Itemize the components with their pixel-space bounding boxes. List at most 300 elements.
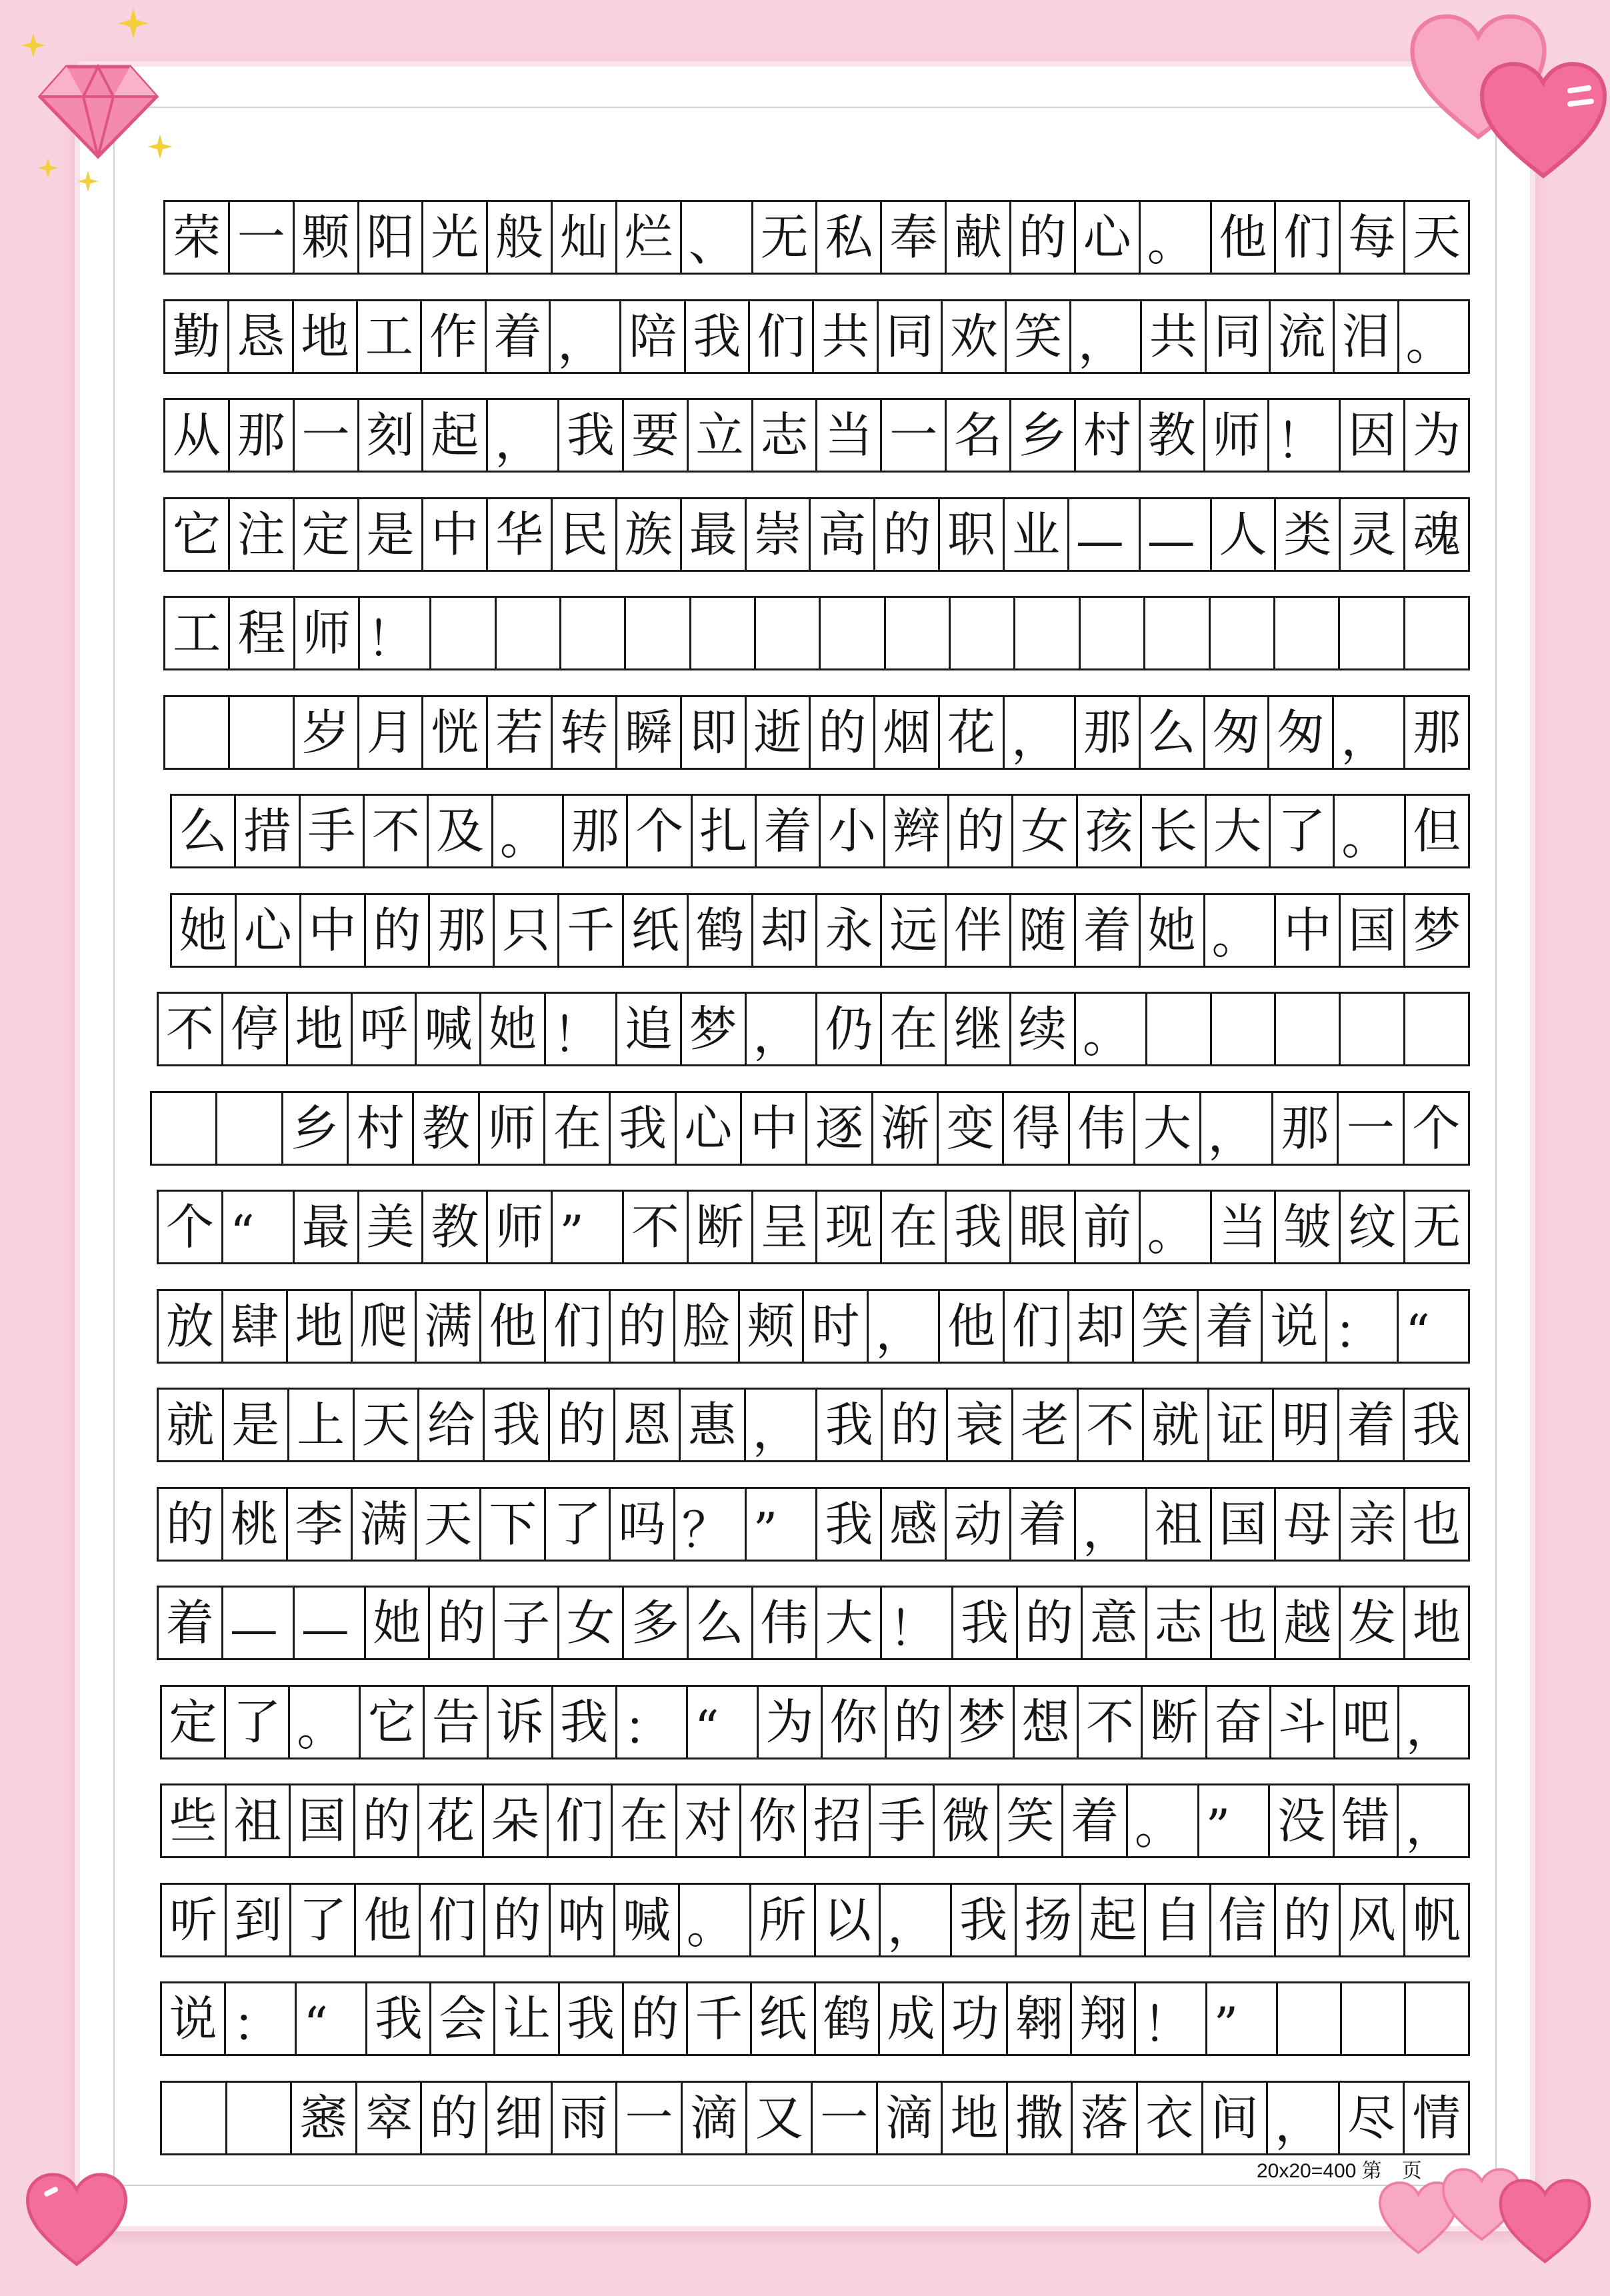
grid-cell: 就 [159, 1390, 224, 1460]
grid-cell: 般 [488, 202, 553, 273]
grid-cell: 着 [1011, 1489, 1076, 1560]
grid-cell: 我 [947, 1192, 1011, 1262]
grid-cell: 欢 [943, 301, 1007, 372]
grid-cell: 爬 [353, 1291, 417, 1362]
grid-cell: 多 [624, 1588, 689, 1658]
grid-cell: 扎 [693, 796, 757, 866]
grid-cell: 了 [546, 1489, 611, 1560]
grid-cell: “ [297, 1983, 367, 2054]
grid-cell: 起 [423, 400, 488, 471]
grid-cell: 若 [488, 697, 553, 768]
grid-cell: 瞬 [617, 697, 682, 768]
grid-cell: 在 [613, 1785, 677, 1856]
grid-cell: 荣 [165, 202, 230, 273]
grid-cell: 滴 [683, 2083, 748, 2153]
grid-cell: ” [1199, 1785, 1271, 1856]
grid-cell [227, 2083, 293, 2153]
heart-icon [1497, 2176, 1593, 2266]
grid-cell: 花 [940, 697, 1005, 768]
grid-cell: 我 [485, 1390, 550, 1460]
grid-row [163, 200, 1470, 275]
grid-cell: 。 [1405, 314, 1454, 371]
grid-cell: 李 [288, 1489, 353, 1560]
grid-cell: 自 [1146, 1885, 1211, 1955]
grid-cell: 脸 [675, 1291, 740, 1362]
grid-cell: 个 [159, 1192, 223, 1262]
grid-row [170, 794, 1470, 868]
grid-cell: 我 [553, 1687, 617, 1757]
grid-cell: 在 [545, 1093, 611, 1164]
grid-cell: 们 [546, 1291, 611, 1362]
grid-cell: 续 [1011, 994, 1076, 1064]
grid-cell: 在 [882, 994, 947, 1064]
grid-cell: 间 [1203, 2083, 1269, 2153]
grid-cell: 现 [817, 1192, 882, 1262]
grid-cell [1405, 598, 1468, 668]
grid-cell: 美 [359, 1192, 424, 1262]
grid-cell: 私 [817, 202, 882, 273]
grid-cell: 恩 [615, 1390, 681, 1460]
grid-cell: 们 [549, 1785, 613, 1856]
grid-cell: 注 [230, 499, 295, 570]
grid-cell: 错 [1335, 1785, 1399, 1856]
grid-cell [1145, 598, 1210, 668]
grid-cell: 族 [617, 499, 682, 570]
grid-cell: ， [746, 1390, 818, 1460]
grid-cell: 教 [414, 1093, 479, 1164]
grid-cell: 中 [1276, 895, 1341, 966]
grid-cell: 国 [1212, 1489, 1277, 1560]
grid-cell: 会 [431, 1983, 495, 2054]
grid-cell: 纸 [752, 1983, 816, 2054]
grid-cell: 中 [301, 895, 366, 966]
grid-cell [497, 598, 561, 668]
grid-cell: 吗 [611, 1489, 675, 1560]
grid-cell: 翔 [1072, 1983, 1136, 2054]
grid-cell: 亲 [1341, 1489, 1405, 1560]
grid-cell: 的 [624, 1983, 688, 2054]
grid-cell: 辫 [885, 796, 949, 866]
grid-cell: 时 [804, 1291, 869, 1362]
grid-cell: 那 [230, 400, 295, 471]
grid-cell [951, 598, 1015, 668]
grid-cell: 的 [1276, 1885, 1341, 1955]
grid-cell: 教 [423, 1192, 488, 1262]
grid-cell: 。 [1335, 796, 1405, 866]
grid-cell: 让 [495, 1983, 559, 2054]
grid-cell: 它 [361, 1687, 425, 1757]
grid-cell: 同 [1207, 301, 1271, 372]
grid-cell: 给 [419, 1390, 485, 1460]
grid-cell: 我 [817, 1489, 882, 1560]
grid-cell: 。 [290, 1687, 361, 1757]
grid-cell: 光 [423, 202, 488, 273]
grid-cell: ” [747, 1489, 818, 1560]
grid-cell: 一 [1339, 1093, 1404, 1164]
grid-cell: 窣 [357, 2083, 423, 2153]
grid-cell: ， [869, 1291, 940, 1362]
grid-cell: 明 [1274, 1390, 1339, 1460]
grid-cell: 逐 [807, 1093, 873, 1164]
grid-cell: 呐 [551, 1885, 615, 1955]
grid-cell: ” [1207, 1983, 1278, 2054]
grid-cell: 也 [1412, 1496, 1461, 1552]
grid-cell: 华 [488, 499, 553, 570]
grid-cell: 她 [1141, 895, 1205, 966]
grid-cell: 地 [288, 1291, 353, 1362]
grid-cell: 么 [172, 796, 236, 866]
sparkle-icon [20, 32, 47, 59]
grid-row [163, 299, 1470, 374]
sparkle-icon [117, 7, 150, 40]
grid-cell: 证 [1209, 1390, 1275, 1460]
grid-cell: 国 [1341, 895, 1405, 966]
grid-cell: 一 [813, 2083, 878, 2153]
grid-cell: 对 [677, 1785, 742, 1856]
grid-cell: 们 [1276, 202, 1341, 273]
grid-cell [1405, 994, 1468, 1064]
grid-cell: 功 [944, 1983, 1008, 2054]
grid-cell: 他 [481, 1291, 546, 1362]
grid-cell: 所 [751, 1885, 816, 1955]
grid-cell [1211, 598, 1275, 668]
grid-cell: 花 [419, 1785, 484, 1856]
grid-cell: 那 [430, 895, 495, 966]
grid-cell: 惠 [681, 1390, 746, 1460]
grid-cell [1147, 994, 1212, 1064]
grid-cell: 灵 [1341, 499, 1405, 570]
grid-cell: 那 [1412, 704, 1461, 760]
grid-cell: 大 [1135, 1093, 1201, 1164]
grid-cell [821, 598, 885, 668]
grid-cell: 想 [1015, 1687, 1079, 1757]
grid-cell: 定 [295, 499, 359, 570]
grid-cell: 滴 [878, 2083, 943, 2153]
grid-cell: 乡 [283, 1093, 349, 1164]
grid-cell: 灿 [553, 202, 617, 273]
grid-cell: 名 [947, 400, 1011, 471]
grid-cell: 孩 [1078, 796, 1142, 866]
grid-cell: 着 [1076, 895, 1141, 966]
grid-cell: 我 [686, 301, 750, 372]
diamond-gem-icon [37, 47, 160, 160]
grid-cell: 那 [564, 796, 628, 866]
grid-cell: 民 [553, 499, 617, 570]
grid-cell: 中 [742, 1093, 807, 1164]
grid-cell: ！ [360, 598, 431, 668]
grid-cell: 奉 [882, 202, 947, 273]
grid-cell: 渐 [873, 1093, 939, 1164]
grid-cell: 老 [1013, 1390, 1079, 1460]
grid-cell: 的 [1011, 202, 1076, 273]
grid-cell: 最 [295, 1192, 359, 1262]
grid-row [160, 1783, 1470, 1858]
grid-cell: 天 [355, 1390, 420, 1460]
grid-cell: 就 [1144, 1390, 1209, 1460]
grid-cell: 她 [481, 994, 546, 1064]
grid-cell: 却 [1069, 1291, 1134, 1362]
grid-cell: ： [1327, 1291, 1399, 1362]
grid-cell: 我 [1412, 1397, 1461, 1453]
grid-cell: 。 [1128, 1785, 1199, 1856]
grid-cell: 祖 [1147, 1489, 1212, 1560]
grid-cell: 阳 [359, 202, 424, 273]
grid-cell: 我 [560, 1983, 624, 2054]
grid-cell: 定 [162, 1687, 226, 1757]
grid-cell: 继 [947, 994, 1011, 1064]
grid-cell: 衰 [948, 1390, 1013, 1460]
grid-cell: 了 [1271, 796, 1335, 866]
grid-cell: 个 [1412, 1100, 1461, 1156]
grid-cell: 一 [295, 400, 359, 471]
grid-cell: 立 [689, 400, 753, 471]
grid-cell: 雨 [553, 2083, 618, 2153]
grid-cell: 么 [1141, 697, 1205, 768]
grid-cell: 微 [935, 1785, 999, 1856]
grid-cell: 不 [1079, 1687, 1143, 1757]
grid-cell: 的 [485, 1885, 550, 1955]
grid-cell: 朵 [484, 1785, 549, 1856]
grid-cell: 那 [1076, 697, 1141, 768]
grid-cell: 刻 [359, 400, 424, 471]
grid-cell: 发 [1341, 1588, 1405, 1658]
grid-cell [1015, 598, 1080, 668]
grid-cell: 恍 [423, 697, 488, 768]
grid-cell: 肆 [223, 1291, 288, 1362]
grid-cell [756, 598, 821, 668]
grid-cell: 师 [480, 1093, 545, 1164]
grid-cell: 程 [230, 598, 295, 668]
grid-cell: 了 [291, 1885, 356, 1955]
grid-cell: 的 [422, 2083, 487, 2153]
grid-cell: 、 [682, 202, 753, 273]
grid-cell: 一 [617, 2083, 683, 2153]
grid-row [157, 1388, 1470, 1462]
grid-row [160, 1883, 1470, 1957]
grid-cell: 颊 [740, 1291, 805, 1362]
grid-cell: 月 [359, 697, 424, 768]
grid-cell: 伟 [753, 1588, 818, 1658]
grid-cell: 的 [887, 1687, 951, 1757]
grid-cell: 是 [359, 499, 424, 570]
grid-cell: ， [747, 994, 818, 1064]
grid-cell: 高 [811, 499, 875, 570]
grid-cell: 永 [817, 895, 882, 966]
grid-cell: 心 [1076, 202, 1141, 273]
page-footer: 20x20=400 第 页 [1257, 2160, 1422, 2182]
grid-cell: 感 [882, 1489, 947, 1560]
grid-cell: 说 [1263, 1291, 1327, 1362]
grid-cell: 因 [1341, 400, 1405, 471]
grid-cell: 撒 [1008, 2083, 1073, 2153]
grid-cell: 落 [1073, 2083, 1138, 2153]
grid-cell: 类 [1276, 499, 1341, 570]
grid-row [163, 497, 1470, 572]
grid-cell: 共 [1142, 301, 1206, 372]
grid-cell: 志 [753, 400, 818, 471]
grid-cell: 停 [223, 994, 288, 1064]
grid-cell: 的 [355, 1785, 420, 1856]
grid-cell: 着 [159, 1588, 223, 1658]
grid-cell: 的 [430, 1588, 495, 1658]
grid-cell: 招 [806, 1785, 871, 1856]
grid-cell: 起 [1081, 1885, 1146, 1955]
grid-cell: 师 [295, 598, 360, 668]
grid-cell: 变 [939, 1093, 1004, 1164]
grid-cell: 远 [882, 895, 947, 966]
grid-cell: ， [551, 301, 621, 372]
grid-cell: 动 [947, 1489, 1011, 1560]
grid-cell: ， [1076, 1489, 1147, 1560]
grid-cell: 梦 [951, 1687, 1015, 1757]
grid-cell: 你 [741, 1785, 806, 1856]
grid-cell: — [295, 1588, 366, 1658]
grid-cell: 的 [550, 1390, 615, 1460]
grid-cell: 。 [1205, 895, 1277, 966]
grid-cell: ， [1071, 301, 1142, 372]
grid-cell: 泪 [1335, 301, 1399, 372]
grid-cell: 大 [1207, 796, 1271, 866]
grid-cell: 共 [814, 301, 878, 372]
grid-cell: 上 [289, 1390, 355, 1460]
grid-cell: — [223, 1588, 295, 1658]
grid-cell [1275, 598, 1340, 668]
grid-cell: 地 [943, 2083, 1008, 2153]
grid-cell [561, 598, 626, 668]
grid-cell: 勤 [165, 301, 229, 372]
grid-cell: 志 [1147, 1588, 1212, 1658]
grid-cell [626, 598, 691, 668]
grid-cell: 千 [559, 895, 624, 966]
grid-cell: 同 [879, 301, 943, 372]
grid-cell: 着 [1063, 1785, 1128, 1856]
grid-row [163, 596, 1470, 670]
grid-cell: 了 [226, 1687, 290, 1757]
grid-cell: 着 [487, 301, 551, 372]
grid-cell: 帆 [1412, 1891, 1461, 1948]
grid-cell: 只 [495, 895, 559, 966]
grid-cell [1276, 994, 1341, 1064]
grid-cell: 手 [871, 1785, 935, 1856]
grid-cell: ， [1201, 1093, 1273, 1164]
grid-cell: 的 [811, 697, 875, 768]
grid-cell: 从 [165, 400, 230, 471]
grid-cell: 喊 [615, 1885, 680, 1955]
grid-cell: 们 [1005, 1291, 1069, 1362]
grid-cell: ： [226, 1983, 297, 2054]
grid-cell: 陪 [621, 301, 685, 372]
grid-row [157, 1190, 1470, 1264]
grid-cell: 一 [230, 202, 295, 273]
grid-cell [1342, 1983, 1406, 2054]
grid-cell: 笑 [1134, 1291, 1199, 1362]
grid-row [160, 1685, 1470, 1759]
grid-cell: ， [1405, 1799, 1454, 1855]
grid-cell [230, 697, 295, 768]
grid-cell: 转 [553, 697, 617, 768]
grid-cell [165, 697, 230, 768]
grid-cell: 诉 [489, 1687, 553, 1757]
grid-cell: 的 [883, 1390, 948, 1460]
grid-cell: 斗 [1271, 1687, 1335, 1757]
grid-cell: 得 [1004, 1093, 1069, 1164]
grid-cell: 的 [1018, 1588, 1083, 1658]
grid-cell: 当 [1212, 1192, 1277, 1262]
grid-cell: 不 [624, 1192, 689, 1262]
grid-cell: 逝 [747, 697, 811, 768]
grid-cell: 的 [366, 895, 431, 966]
grid-cell: 情 [1412, 2089, 1461, 2146]
grid-cell: 作 [422, 301, 486, 372]
grid-row [160, 1981, 1470, 2056]
grid-cell: 随 [1011, 895, 1076, 966]
grid-row [160, 2081, 1470, 2155]
grid-cell: 我 [367, 1983, 431, 2054]
grid-cell: 呈 [753, 1192, 818, 1262]
grid-cell: 说 [162, 1983, 226, 2054]
heart-icon [1477, 57, 1610, 183]
grid-cell: 流 [1271, 301, 1335, 372]
grid-cell: 着 [757, 796, 821, 866]
grid-cell: 窸 [292, 2083, 357, 2153]
grid-cell: 笑 [999, 1785, 1064, 1856]
grid-cell: ： [617, 1687, 688, 1757]
grid-cell: 我 [559, 400, 624, 471]
grid-cell: 。 [680, 1885, 751, 1955]
grid-cell: ， [1405, 1700, 1454, 1756]
grid-cell: 断 [1143, 1687, 1207, 1757]
grid-cell: 梦 [1412, 902, 1461, 958]
grid-row [170, 893, 1470, 968]
grid-row [157, 1289, 1470, 1364]
grid-cell: 献 [947, 202, 1011, 273]
grid-cell: 我 [952, 1885, 1017, 1955]
grid-row [150, 1091, 1470, 1166]
grid-cell: 翱 [1008, 1983, 1072, 2054]
grid-cell: 皱 [1276, 1192, 1341, 1262]
grid-cell: 纹 [1341, 1192, 1405, 1262]
grid-cell: 放 [159, 1291, 223, 1362]
grid-cell [1081, 598, 1145, 668]
grid-cell: 。 [1141, 202, 1212, 273]
grid-cell: 追 [617, 994, 682, 1064]
grid-cell: 你 [823, 1687, 887, 1757]
grid-cell: 。 [1076, 994, 1147, 1064]
grid-cell: 乡 [1011, 400, 1076, 471]
grid-cell [152, 1093, 217, 1164]
grid-cell: 魂 [1412, 506, 1461, 563]
grid-cell [1340, 598, 1405, 668]
grid-cell: 恳 [229, 301, 293, 372]
grid-cell: 仍 [817, 994, 882, 1064]
grid-cell: 么 [689, 1588, 753, 1658]
grid-cell: 桃 [223, 1489, 288, 1560]
grid-cell: 女 [1013, 796, 1077, 866]
grid-cell: 却 [753, 895, 818, 966]
grid-cell: 无 [1412, 1199, 1461, 1255]
grid-cell: 当 [817, 400, 882, 471]
grid-cell: 意 [1083, 1588, 1147, 1658]
grid-cell: 工 [165, 598, 230, 668]
grid-cell: 我 [611, 1093, 676, 1164]
grid-cell: ！ [1269, 400, 1341, 471]
grid-cell: 崇 [747, 499, 811, 570]
grid-cell: 业 [1005, 499, 1069, 570]
grid-cell: 笑 [1007, 301, 1071, 372]
grid-cell: 的 [875, 499, 940, 570]
grid-cell: 母 [1276, 1489, 1341, 1560]
grid-cell: 尽 [1340, 2083, 1405, 2153]
